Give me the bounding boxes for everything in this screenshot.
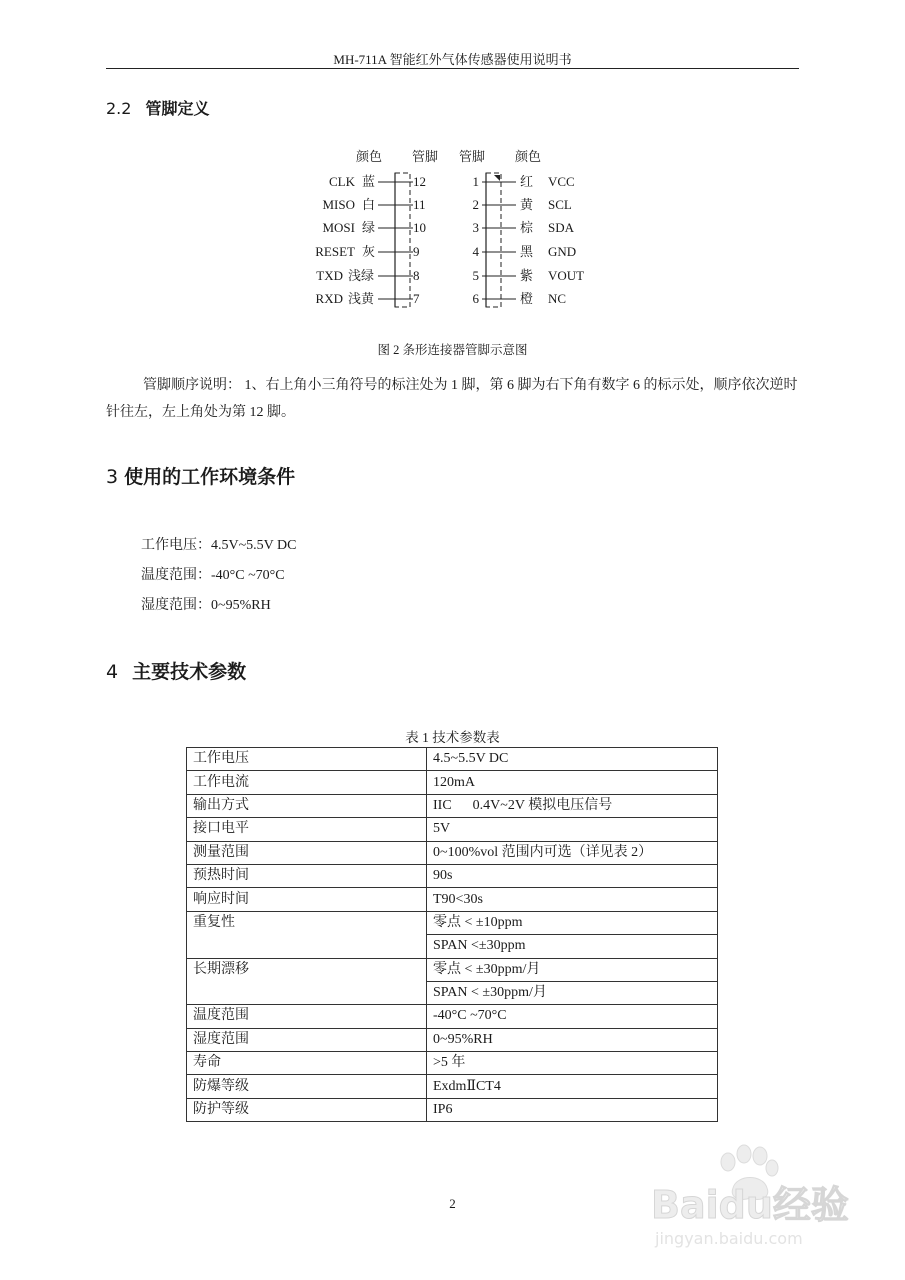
left-pin-row — [316, 268, 419, 283]
param-value: 120mA — [427, 771, 718, 794]
section-title: 使用的工作环境条件 — [124, 466, 296, 488]
table-row — [187, 958, 718, 981]
pin-number: 11 — [413, 197, 426, 212]
section-4-heading — [106, 657, 246, 684]
param-value: >5 年 — [427, 1052, 718, 1075]
connector-pin-diagram — [0, 0, 905, 330]
technical-parameters-table — [186, 747, 718, 1122]
left-pin-row — [316, 291, 420, 306]
param-name: 响应时间 — [187, 888, 427, 911]
section-3-heading — [106, 462, 295, 489]
pin-signal-label: SCL — [548, 197, 572, 212]
param-name: 防爆等级 — [187, 1075, 427, 1098]
section-number: 4 — [106, 661, 119, 683]
right-color-header: 颜色 — [514, 149, 542, 164]
watermark-url: jingyan.baidu.com — [655, 1229, 803, 1248]
section-number: 2.2 — [106, 99, 132, 118]
condition-value: -40°C ~70°C — [211, 568, 285, 583]
condition-label: 湿度范围： — [141, 598, 211, 613]
param-name: 温度范围 — [187, 1005, 427, 1028]
param-value: 5V — [427, 818, 718, 841]
running-head: MH-711A 智能红外气体传感器使用说明书 — [333, 52, 572, 67]
condition-line — [141, 594, 271, 614]
param-value: 0~95%RH — [427, 1028, 718, 1051]
param-name: 工作电流 — [187, 771, 427, 794]
pin-number: 10 — [413, 220, 426, 235]
table-row — [187, 888, 718, 911]
table-row — [187, 818, 718, 841]
pin-number: 6 — [472, 291, 479, 306]
param-value: 零点 < ±30ppm/月 — [427, 958, 718, 981]
left-connector-outline — [395, 173, 410, 307]
left-pin-row — [329, 174, 426, 189]
pin-1-triangle-marker — [494, 175, 500, 181]
pin-number: 1 — [472, 174, 479, 189]
table-row — [187, 1098, 718, 1121]
param-value: -40°C ~70°C — [427, 1005, 718, 1028]
table-row — [187, 841, 718, 864]
page-number: 2 — [449, 1196, 456, 1211]
right-pin-row — [473, 244, 577, 259]
param-name: 测量范围 — [187, 841, 427, 864]
pin-wire-color: 浅黄 — [348, 291, 375, 306]
param-value: IP6 — [427, 1098, 718, 1121]
condition-value: 4.5V~5.5V DC — [211, 538, 297, 553]
table-row — [187, 1005, 718, 1028]
param-value: 90s — [427, 864, 718, 887]
pin-wire-color: 浅绿 — [348, 268, 375, 283]
right-pin-row — [473, 268, 585, 283]
pin-wire-color: 白 — [362, 197, 376, 212]
pin-wire-color: 蓝 — [362, 174, 376, 189]
pin-wire-color: 黑 — [520, 244, 534, 259]
pin-signal-label: CLK — [329, 174, 355, 189]
pin-signal-label: TXD — [316, 268, 343, 283]
pin-number: 3 — [472, 220, 479, 235]
left-color-header: 颜色 — [355, 149, 383, 164]
pin-wire-color: 橙 — [520, 291, 534, 306]
table-row — [187, 911, 718, 934]
pin-signal-label: VCC — [548, 174, 575, 189]
pin-wire-color: 红 — [520, 174, 534, 189]
table-row — [187, 748, 718, 771]
watermark-logo-text: Baidu经验 — [651, 1183, 849, 1227]
param-value: SPAN <±30ppm — [427, 935, 718, 958]
section-number: 3 — [106, 466, 119, 488]
param-name: 工作电压 — [187, 748, 427, 771]
param-value: 零点 < ±10ppm — [427, 911, 718, 934]
table-row — [187, 1052, 718, 1075]
param-name: 预热时间 — [187, 864, 427, 887]
pin-signal-label: SDA — [548, 220, 575, 235]
section-title: 管脚定义 — [145, 99, 210, 118]
condition-label: 温度范围： — [141, 568, 211, 583]
condition-line — [141, 534, 297, 554]
param-name: 长期漂移 — [187, 958, 427, 1005]
param-name: 防护等级 — [187, 1098, 427, 1121]
param-value: ExdmⅡCT4 — [427, 1075, 718, 1098]
right-pin-row — [473, 220, 575, 235]
right-pin-header: 管脚 — [458, 149, 486, 164]
table-row — [187, 864, 718, 887]
pin-number: 12 — [413, 174, 426, 189]
pin-signal-label: GND — [548, 244, 577, 259]
pin-wire-color: 灰 — [362, 244, 376, 259]
param-value: 4.5~5.5V DC — [427, 748, 718, 771]
pin-number: 9 — [413, 244, 420, 259]
pin-number: 8 — [413, 268, 420, 283]
table-row — [187, 1028, 718, 1051]
pin-wire-color: 黄 — [520, 197, 534, 212]
pin-number: 4 — [472, 244, 479, 259]
param-name: 寿命 — [187, 1052, 427, 1075]
param-name: 重复性 — [187, 911, 427, 958]
right-pin-row — [473, 197, 572, 212]
pin-wire-color: 紫 — [520, 268, 534, 283]
pin-signal-label: MISO — [322, 197, 355, 212]
right-connector-outline — [486, 173, 501, 307]
table-row — [187, 771, 718, 794]
param-value: T90<30s — [427, 888, 718, 911]
pin-wire-color: 绿 — [362, 220, 376, 235]
figure-caption: 图 2 条形连接器管脚示意图 — [377, 343, 528, 357]
table-caption: 表 1 技术参数表 — [405, 730, 500, 745]
left-pin-row — [315, 244, 419, 259]
param-value: 0~100%vol 范围内可选（详见表 2） — [427, 841, 718, 864]
left-pin-header: 管脚 — [411, 149, 439, 164]
param-name: 湿度范围 — [187, 1028, 427, 1051]
right-pin-row — [473, 174, 575, 189]
pin-signal-label: VOUT — [548, 268, 585, 283]
section-title: 主要技术参数 — [132, 661, 247, 683]
param-name: 输出方式 — [187, 794, 427, 817]
pin-signal-label: NC — [548, 291, 567, 306]
pin-number: 2 — [472, 197, 479, 212]
pin-signal-label: MOSI — [322, 220, 355, 235]
baidu-jingyan-watermark — [645, 1140, 875, 1250]
pin-signal-label: RESET — [315, 244, 355, 259]
pin-number: 5 — [472, 268, 479, 283]
pin-number: 7 — [413, 291, 420, 306]
table-row — [187, 1075, 718, 1098]
pin-order-note: 管脚顺序说明： 1、右上角小三角符号的标注处为 1 脚，第 6 脚为右下角有数字 6 的标示处，顺序依次逆时针往左，左上角处为第 12 脚。 — [106, 378, 798, 420]
condition-label: 工作电压： — [141, 538, 211, 553]
param-value: IIC 0.4V~2V 模拟电压信号 — [427, 794, 718, 817]
table-row — [187, 794, 718, 817]
param-value: SPAN < ±30ppm/月 — [427, 981, 718, 1004]
pin-signal-label: RXD — [315, 291, 343, 306]
condition-line — [141, 564, 285, 584]
pin-wire-color: 棕 — [520, 220, 534, 235]
param-name: 接口电平 — [187, 818, 427, 841]
condition-value: 0~95%RH — [211, 598, 271, 613]
